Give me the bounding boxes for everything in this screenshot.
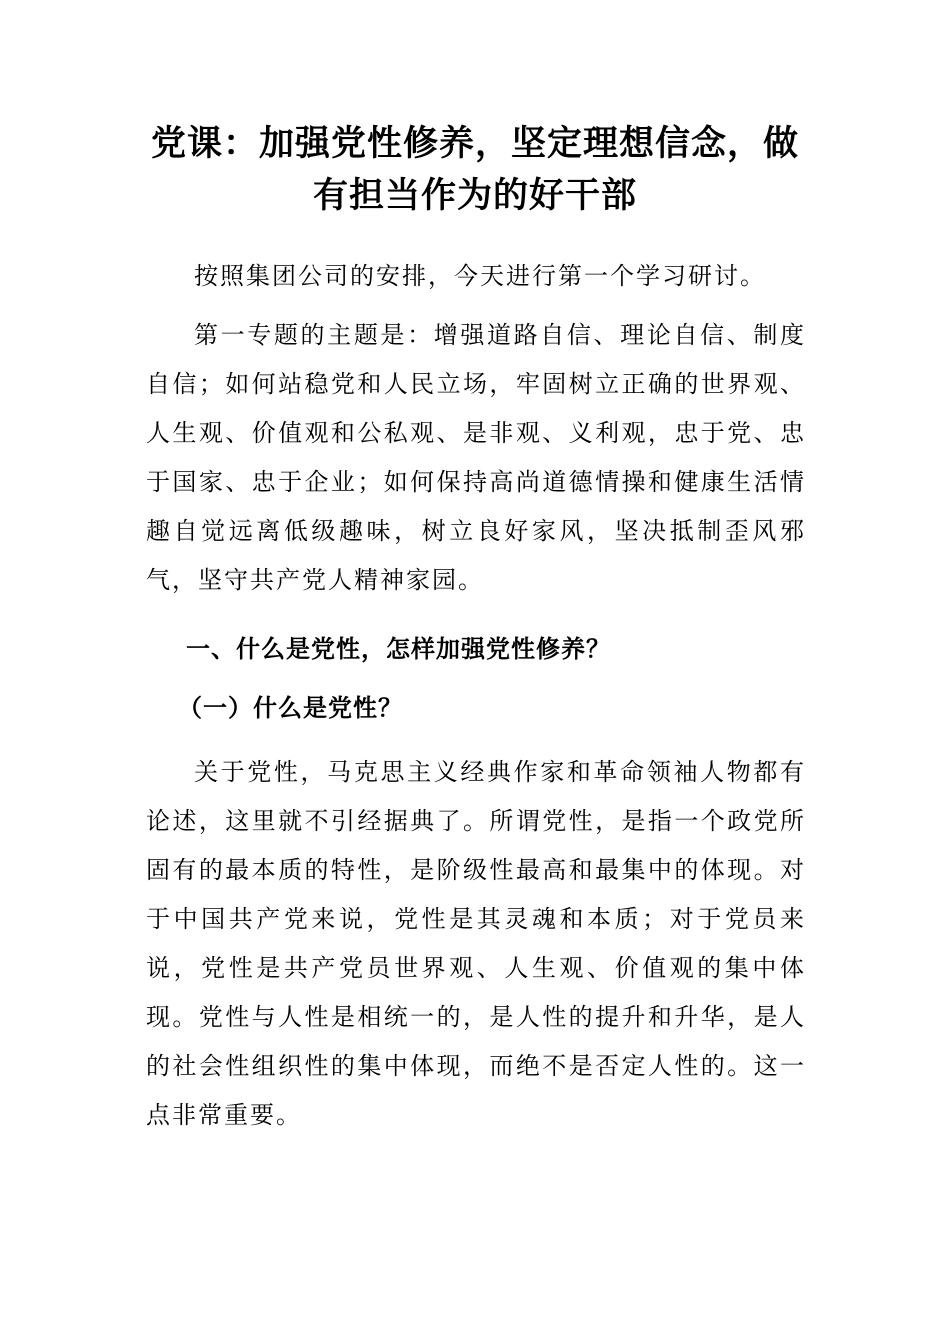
section-1-heading: 一、什么是党性，怎样加强党性修养？ <box>186 634 611 663</box>
title-line-1: 党课：加强党性修养，坚定理想信念，做 <box>150 123 799 164</box>
subsection-1-heading: （一）什么是党性？ <box>178 693 403 722</box>
document-title <box>140 118 810 222</box>
intro-paragraph: 按照集团公司的安排，今天进行第一个学习研讨。 <box>194 262 766 290</box>
title-line-2: 有担当作为的好干部 <box>312 175 637 216</box>
topic-paragraph: 第一专题的主题是：增强道路自信、理论自信、制度自信；如何站稳党和人民立场，牢固树立正确的世界观、人生观、价值观和公私观、是非观、义利观，忠于党、忠于国家、忠于企业；如何保持高尚道德情操和健康生活情趣自觉远离低级趣味，树立良好家风，坚决抵制歪风邪气，坚守共产党人精神家园。 <box>146 321 806 594</box>
subsection-1-paragraph: 关于党性，马克思主义经典作家和革命领袖人物都有论述，这里就不引经据典了。所谓党性，是指一个政党所固有的最本质的特性，是阶级性最高和最集中的体现。对于中国共产党来说，党性是其灵魂和本质；对于党员来说，党性是共产党员世界观、人生观、价值观的集中体现。党性与人性是相统一的，是人性的提升和升华，是人的社会性组织性的集中体现，而绝不是否定人性的。这一点非常重要。 <box>146 758 806 1129</box>
